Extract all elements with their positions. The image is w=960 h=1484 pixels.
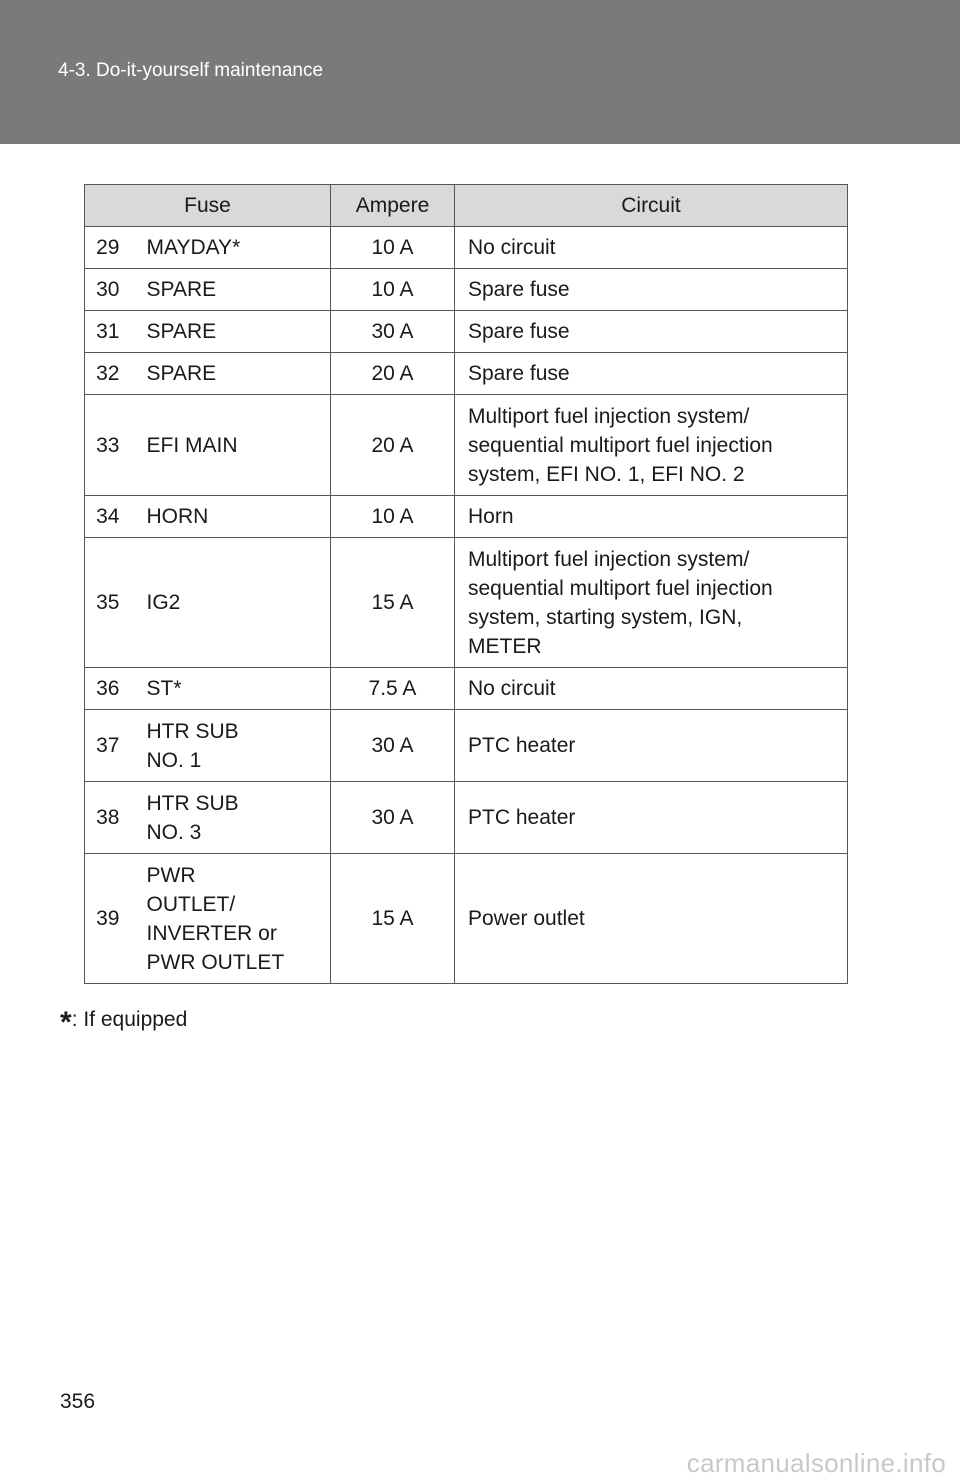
fuse-number: 34 — [85, 496, 131, 538]
table-row — [85, 668, 848, 710]
fuse-circuit — [455, 710, 848, 782]
column-header-circuit: Circuit — [455, 185, 848, 227]
fuse-name — [131, 854, 331, 984]
fuse-circuit — [455, 668, 848, 710]
fuse-circuit-line: Multiport fuel injection system/ — [468, 404, 750, 428]
fuse-name — [131, 395, 331, 496]
section-header-bar — [0, 0, 960, 144]
fuse-circuit — [455, 538, 848, 668]
fuse-name — [131, 353, 331, 395]
fuse-ampere: 7.5 A — [331, 668, 455, 710]
footnote — [60, 1006, 187, 1040]
fuse-circuit-line: METER — [468, 634, 542, 658]
table-row — [85, 353, 848, 395]
fuse-name-line: EFI MAIN — [146, 433, 238, 457]
fuse-ampere: 15 A — [331, 538, 455, 668]
page-number: 356 — [60, 1390, 96, 1413]
fuse-name-line: ST* — [146, 677, 182, 700]
table-header-row — [85, 185, 848, 227]
watermark: carmanualsonline.info — [686, 1448, 946, 1478]
fuse-number: 35 — [85, 538, 131, 668]
fuse-name-line: HTR SUB — [146, 719, 239, 743]
fuse-ampere: 30 A — [331, 710, 455, 782]
fuse-ampere: 15 A — [331, 854, 455, 984]
fuse-name-line: NO. 3 — [146, 820, 202, 844]
fuse-name — [131, 668, 331, 710]
fuse-number: 33 — [85, 395, 131, 496]
fuse-circuit — [455, 353, 848, 395]
fuse-number: 29 — [85, 227, 131, 269]
fuse-number: 39 — [85, 854, 131, 984]
fuse-name-line: PWR — [146, 863, 196, 887]
fuse-table — [84, 184, 848, 984]
fuse-name — [131, 311, 331, 353]
fuse-circuit-line: PTC heater — [468, 806, 576, 829]
fuse-number: 31 — [85, 311, 131, 353]
table-row — [85, 395, 848, 496]
fuse-circuit — [455, 395, 848, 496]
fuse-circuit — [455, 269, 848, 311]
fuse-circuit — [455, 227, 848, 269]
fuse-circuit-line: Horn — [468, 505, 514, 528]
fuse-number: 38 — [85, 782, 131, 854]
fuse-circuit-line: Power outlet — [468, 907, 585, 930]
fuse-name — [131, 710, 331, 782]
fuse-number: 37 — [85, 710, 131, 782]
table-row — [85, 227, 848, 269]
fuse-name-line: OUTLET/ — [146, 892, 236, 916]
fuse-circuit — [455, 496, 848, 538]
fuse-name-line: HTR SUB — [146, 791, 239, 815]
fuse-number: 36 — [85, 668, 131, 710]
fuse-ampere: 10 A — [331, 227, 455, 269]
fuse-ampere: 10 A — [331, 496, 455, 538]
fuse-ampere: 30 A — [331, 782, 455, 854]
fuse-number: 32 — [85, 353, 131, 395]
column-header-ampere: Ampere — [331, 185, 455, 227]
footnote-mark: * — [60, 1006, 72, 1039]
fuse-circuit-line: Multiport fuel injection system/ — [468, 547, 750, 571]
fuse-number: 30 — [85, 269, 131, 311]
fuse-name — [131, 782, 331, 854]
fuse-name-line: PWR OUTLET — [146, 950, 285, 974]
fuse-circuit-line: Spare fuse — [468, 362, 570, 385]
fuse-circuit-line: Spare fuse — [468, 278, 570, 301]
table-row — [85, 311, 848, 353]
fuse-name — [131, 227, 331, 269]
fuse-circuit-line: sequential multiport fuel injection — [468, 576, 773, 600]
table-row — [85, 269, 848, 311]
table-row — [85, 782, 848, 854]
fuse-name-line: MAYDAY* — [146, 236, 241, 259]
fuse-ampere: 30 A — [331, 311, 455, 353]
fuse-name — [131, 496, 331, 538]
fuse-circuit-line: No circuit — [468, 677, 556, 700]
fuse-ampere: 20 A — [331, 395, 455, 496]
table-row — [85, 496, 848, 538]
fuse-name — [131, 538, 331, 668]
column-header-fuse: Fuse — [85, 185, 331, 227]
fuse-circuit-line: PTC heater — [468, 734, 576, 757]
fuse-circuit — [455, 854, 848, 984]
fuse-name-line: SPARE — [146, 278, 217, 301]
fuse-circuit-line: sequential multiport fuel injection — [468, 433, 773, 457]
footnote-text: : If equipped — [71, 1008, 188, 1031]
fuse-circuit-line: system, EFI NO. 1, EFI NO. 2 — [468, 462, 745, 486]
fuse-name — [131, 269, 331, 311]
fuse-circuit-line: Spare fuse — [468, 320, 570, 343]
table-row — [85, 710, 848, 782]
fuse-name-line: INVERTER or — [146, 921, 277, 945]
table-row — [85, 538, 848, 668]
fuse-circuit — [455, 311, 848, 353]
fuse-name-line: IG2 — [146, 591, 181, 614]
fuse-name-line: HORN — [146, 505, 209, 528]
fuse-circuit-line: system, starting system, IGN, — [468, 605, 743, 629]
table-row — [85, 854, 848, 984]
section-title: 4-3. Do-it-yourself maintenance — [58, 60, 324, 81]
fuse-name-line: SPARE — [146, 320, 217, 343]
fuse-circuit — [455, 782, 848, 854]
fuse-name-line: NO. 1 — [146, 748, 202, 772]
fuse-name-line: SPARE — [146, 362, 217, 385]
fuse-circuit-line: No circuit — [468, 236, 556, 259]
fuse-ampere: 20 A — [331, 353, 455, 395]
fuse-ampere: 10 A — [331, 269, 455, 311]
